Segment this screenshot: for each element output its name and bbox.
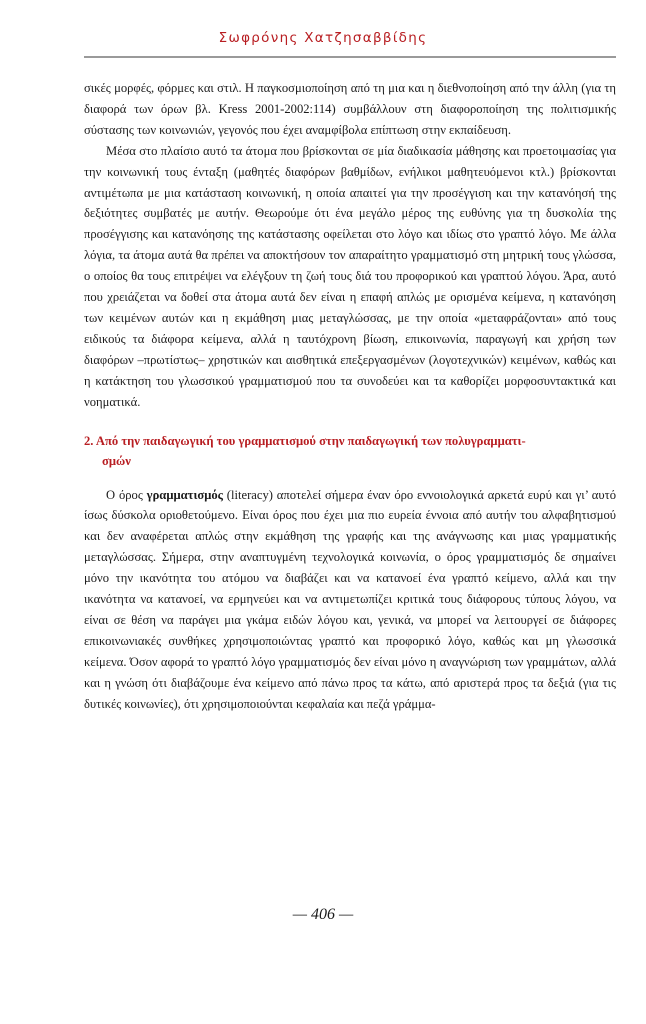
paragraph-3-lead: Ο όρος [106,487,147,502]
header-rule [84,56,616,58]
paragraph-3-text: (literacy) αποτελεί σήμερα έναν όρο εννοιολογικά αρκετά ευρύ και γι’ αυτό ίσως δύσκολα οριοθετούμενο. Είναι όρος που έχει μια πιο ευρεία έννοια από αυτήν του αλφαβητισμού και δεν αναφέρεται απλώς στην εκμάθηση της γραφής και της ανάγνωσης και μιας γραμματικής μεταγλώσσας. Σήμερα, στην αναπτυγμένη τεχνολογικά κοινωνία, ο όρος γραμματισμός δε σημαίνει μόνο την ικανότητα του ατόμου να διαβάζει και να κατανοεί ένα γραπτό κείμενο, αλλά και την ικανότητα να κατανοεί, να ερμηνεύει και να αντιμετωπίζει κριτικά τους διάφορους τύπους λόγου, να είναι σε θέση να παράγει μια γκάμα ειδών λόγου και, γενικά, να μπορεί να λειτουργεί σε διάφορες επικοινωνιακές συνθήκες χρησιμοποιώντας γραπτό και προφορικό λόγο, καθώς και μη γλωσσικά κείμενα. Όσον αφορά το γραπτό λόγο γραμματισμός δεν είναι μόνο η αναγνώριση των γραμμάτων, αλλά και η γνώση ότι διαβάζουμε ένα κείμενο από πάνω προς τα κάτω, από αριστερά προς τα δεξιά (για τις δυτικές κοινωνίες), ότι χρησιμοποιούνται κεφαλαία και πεζά γράμμα- [84,487,616,711]
paragraph-2: Μέσα στο πλαίσιο αυτό τα άτομα που βρίσκονται σε μία διαδικασία μάθησης και προετοιμασίας για την κοινωνική τους ένταξη (μαθητές διαφόρων βαθμίδων, ενήλικοι μαθητευόμενοι κτλ.) βρίσκονται αντιμέτωπα με μια κατάσταση κοινωνική, η οποία απαιτεί για την προσέγγιση και την κατανόησή της δεξιότητες συμβατές με αυτήν. Θεωρούμε ότι ένα μεγάλο μέρος της ευθύνης για τη δυσκολία της προσέγγισης και κατανόησης της κατάστασης οφείλεται στο λόγο και ιδίως στο γραπτό λόγο. Με άλλα λόγια, τα άτομα αυτά θα πρέπει να αποκτήσουν τον απαραίτητο γραμματισμό στη μητρική τους γλώσσα, ο οποίος θα τους επιτρέψει να ελέγξουν τη ζωή τους διά του προφορικού και γραπτού λόγου. Άρα, αυτό που χρειάζεται να δοθεί στα άτομα αυτά δεν είναι η επαφή απλώς με ορισμένα κείμενα, η κατανόηση των κειμένων αυτών και η εκμάθηση μιας μεταγλώσσας, με την οποία «μεταφράζονται» από τους ειδικούς τα διάφορα κείμενα, αλλά η ταυτόχρονη βίωση, επικοινωνία, παραγωγή και χρήση των διαφόρων –πρωτίστως– χρηστικών και αισθητικά επεξεργασμένων (λογοτεχνικών) κειμένων, καθώς και η κατάκτηση του γλωσσικού γραμματισμού που τα συνοδεύει και τα καθορίζει μορφοσυντακτικά και νοηματικά. [84,143,616,409]
page-body [84,78,616,714]
term-literacy: γραμματισμός [146,487,223,502]
paragraph-3 [84,485,616,715]
section-heading [84,431,616,471]
paragraph-1: σικές μορφές, φόρμες και στιλ. Η παγκοσμιοποίηση από τη μια και η διεθνοποίηση από την άλλη (για τη διαφορά των όρων βλ. Kress 2001-2002:114) συμβάλλουν στη διαφοροποίηση της πολιτισμικής σύστασης των κοινωνιών, γεγονός που έχει αναμφίβολα επίπτωση στην εκπαίδευση. [84,81,616,137]
section-heading-line-1: 2. Από την παιδαγωγική του γραμματισμού στην παιδαγωγική των πολυγραμματι- [84,433,526,448]
section-heading-line-2: σμών [102,453,131,468]
running-title: Σωφρόνης Χατζησαββίδης [218,30,428,46]
page-number: — 406 — [292,906,354,923]
